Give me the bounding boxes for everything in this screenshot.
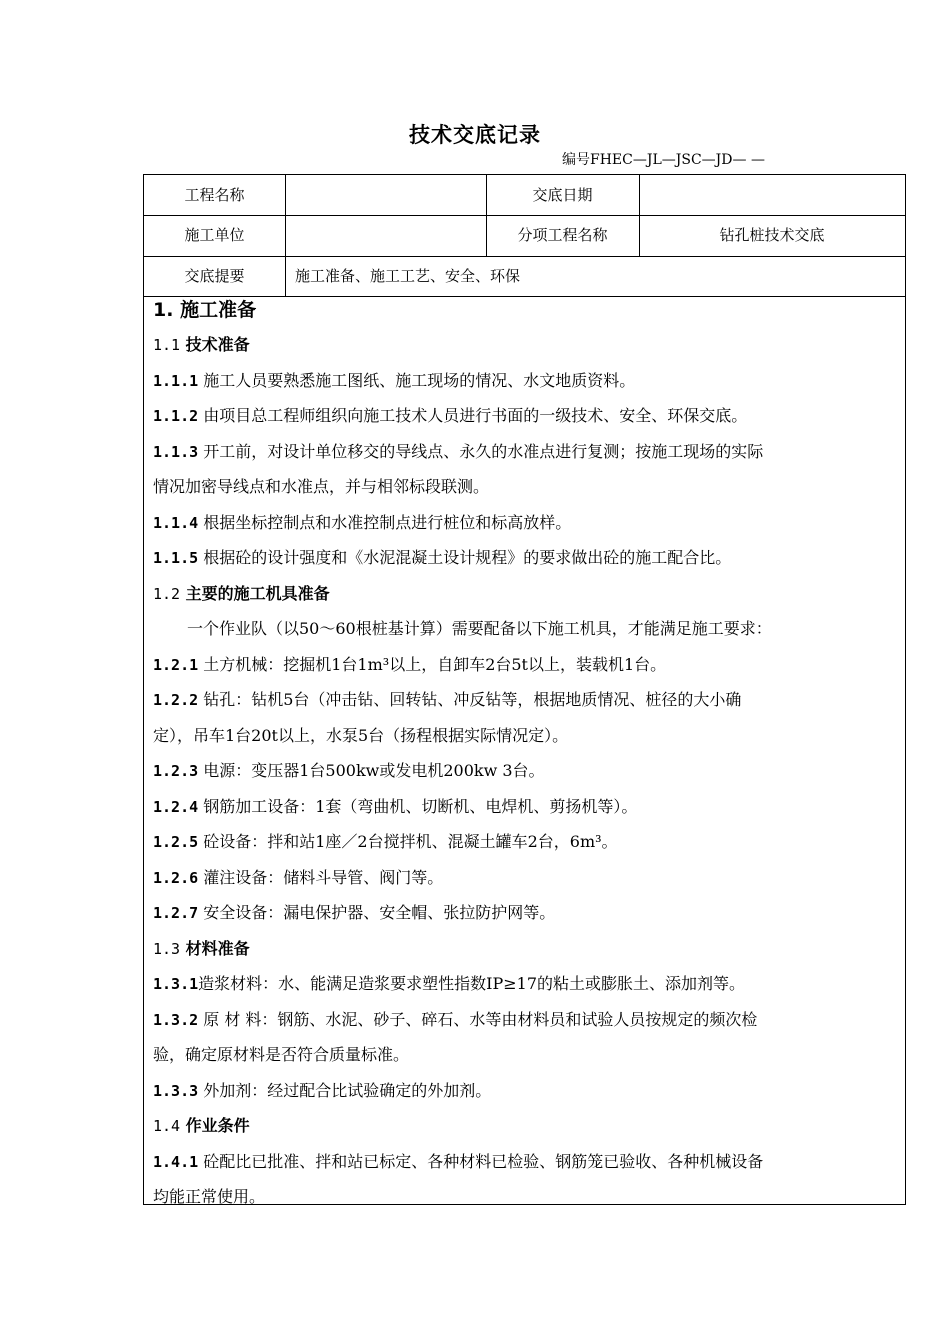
content-line: 1.3.3 外加剂：经过配合比试验确定的外加剂。 — [153, 1080, 492, 1100]
summary-label: 交底提要 — [184, 267, 245, 285]
subsection-heading: 1.2 主要的施工机具准备 — [153, 583, 330, 603]
content-line: 1.1.2 由项目总工程师组织向施工技术人员进行书面的一级技术、安全、环保交底。 — [153, 406, 748, 425]
content-line: 1.2.4 钢筋加工设备：1套（弯曲机、切断机、电焊机、剪扬机等）。 — [153, 796, 638, 816]
content-line: 1.2.2 钻孔：钻机5台（冲击钻、回转钻、冲反钻等，根据地质情况、桩径的大小确 — [153, 690, 742, 709]
content-line: 1.3.2 原 材 料：钢筋、水泥、砂子、碎石、水等由材料员和试验人员按规定的频次检 — [153, 1009, 758, 1029]
document-number: 编号FHEC—JL—JSC—JD— — — [562, 152, 765, 168]
content-line: 1.1.5 根据砼的设计强度和《水泥混凝土设计规程》的要求做出砼的施工配合比。 — [153, 548, 732, 567]
date-label: 交底日期 — [532, 186, 593, 204]
row-divider — [144, 256, 905, 257]
content-line: 1.2.1 土方机械：挖掘机1台1m³以上，自卸车2台5t以上，装载机1台。 — [153, 654, 667, 674]
content-line: 一个作业队（以50～60根桩基计算）需要配备以下施工机具，才能满足施工要求： — [187, 619, 772, 638]
content-line: 定），吊车1台20t以上，水泵5台（扬程根据实际情况定）。 — [153, 725, 569, 745]
project-name-label: 工程名称 — [184, 186, 245, 204]
content-line: 均能正常使用。 — [153, 1187, 266, 1206]
subitem-name-value: 钻孔桩技术交底 — [719, 226, 825, 244]
subsection-heading: 1.4 作业条件 — [153, 1116, 250, 1135]
content-line: 1.2.7 安全设备：漏电保护器、安全帽、张拉防护网等。 — [153, 903, 556, 922]
content-line: 1.2.6 灌注设备：储料斗导管、阀门等。 — [153, 867, 444, 887]
row-divider — [144, 215, 905, 216]
content-line: 验，确定原材料是否符合质量标准。 — [153, 1045, 410, 1064]
document-title: 技术交底记录 — [409, 123, 541, 147]
content-line: 情况加密导线点和水准点，并与相邻标段联测。 — [153, 477, 490, 496]
subitem-name-label: 分项工程名称 — [517, 226, 608, 244]
subsection-heading: 1.1 技术准备 — [153, 335, 250, 354]
summary-value: 施工准备、施工工艺、安全、环保 — [295, 267, 521, 285]
content-line: 1.1.1 施工人员要熟悉施工图纸、施工现场的情况、水文地质资料。 — [153, 370, 636, 390]
content-line: 1.3.1造浆材料：水、能满足造浆要求塑性指数IP≥17的粘土或膨胀土、添加剂等。 — [153, 974, 746, 993]
subsection-heading: 1.3 材料准备 — [153, 938, 250, 958]
briefing-content — [153, 294, 898, 1215]
construction-unit-label: 施工单位 — [184, 226, 245, 244]
content-line: 1.1.4 根据坐标控制点和水准控制点进行桩位和标高放样。 — [153, 512, 572, 532]
content-line: 1.2.5 砼设备：拌和站1座／2台搅拌机、混凝土罐车2台，6m³。 — [153, 832, 618, 851]
content-line: 1.1.3 开工前，对设计单位移交的导线点、永久的水准点进行复测；按施工现场的实际 — [153, 441, 764, 461]
section-heading: 1. 施工准备 — [153, 299, 257, 321]
column-divider — [285, 175, 286, 296]
content-line: 1.2.3 电源：变压器1台500kw或发电机200kw 3台。 — [153, 761, 545, 780]
content-line: 1.4.1 砼配比已批准、拌和站已标定、各种材料已检验、钢筋笼已验收、各种机械设备 — [153, 1151, 764, 1171]
